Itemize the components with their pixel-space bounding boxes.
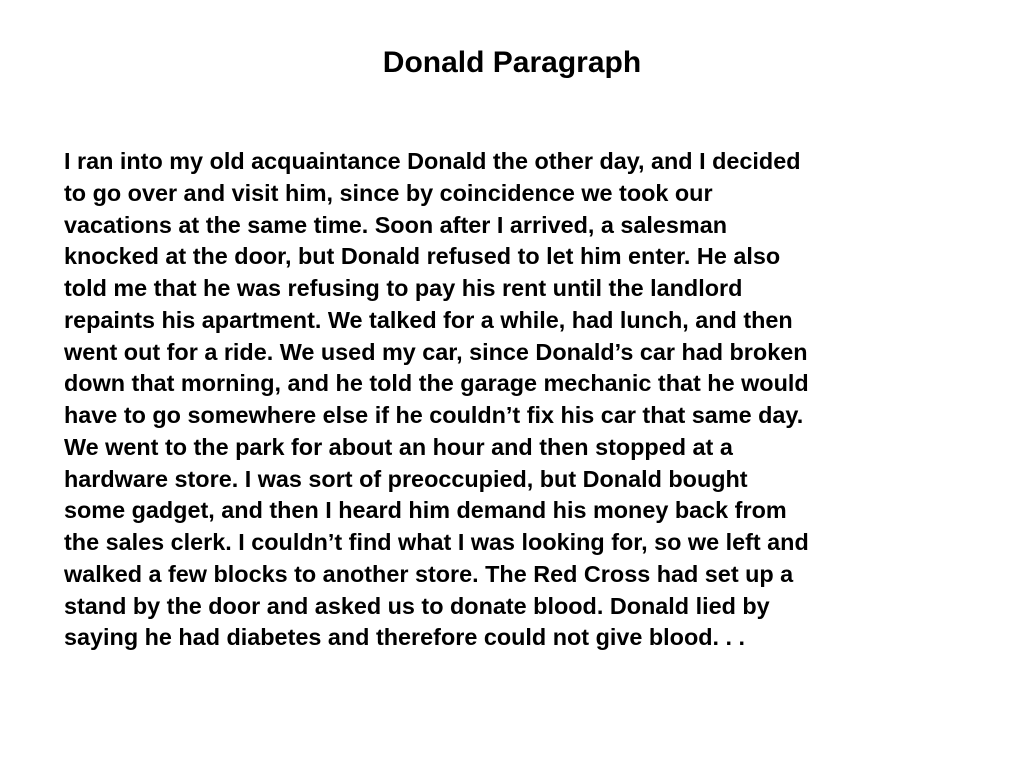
paragraph-line: down that morning, and he told the garage mechanic that he would [64,370,809,397]
paragraph [64,146,994,654]
paragraph-line: to go over and visit him, since by coincidence we took our [64,179,713,206]
paragraph-line: told me that he was refusing to pay his rent until the landlord [64,275,743,301]
paragraph-line: knocked at the door, but Donald refused to let him enter. He also [64,243,781,270]
paragraph-line: the sales clerk. I couldn’t find what I was looking for, so we left and [64,529,809,555]
paragraph-line: walked a few blocks to another store. The Red Cross had set up a [64,560,794,587]
paragraph-line: repaints his apartment. We talked for a while, had lunch, and then [64,306,793,333]
paragraph-line: We went to the park for about an hour and then stopped at a [64,433,733,460]
paragraph-line: have to go somewhere else if he couldn’t fix his car that same day. [64,402,804,428]
paragraph-line: saying he had diabetes and therefore could not give blood. . . [64,624,746,651]
paragraph-line: hardware store. I was sort of preoccupied, but Donald bought [64,465,748,492]
paragraph-line: stand by the door and asked us to donate blood. Donald lied by [64,592,770,619]
slide-title: Donald Paragraph [382,46,642,79]
paragraph-line: some gadget, and then I heard him demand his money back from [64,497,787,524]
paragraph-line: vacations at the same time. Soon after I arrived, a salesman [64,211,728,238]
paragraph-line: went out for a ride. We used my car, since Donald’s car had broken [64,338,808,365]
paragraph-line: I ran into my old acquaintance Donald the other day, and I decided [64,148,801,174]
